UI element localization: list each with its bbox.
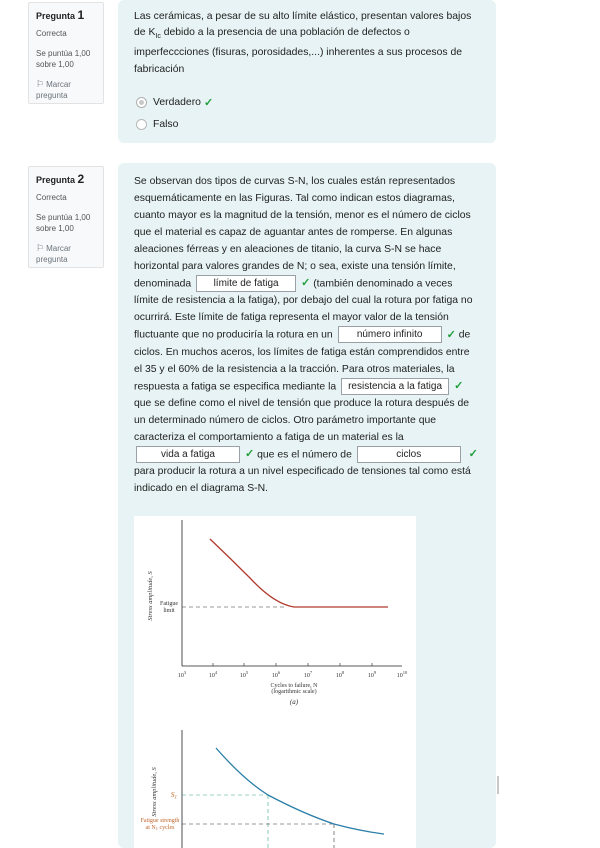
radio-verdadero[interactable] [136,97,147,108]
question-1-state: Correcta [36,29,67,38]
figure-a-curve [210,539,388,607]
tick-label: $10^7$ [303,670,313,679]
flag-icon: ⚐ [36,79,45,89]
figure-a-x-label-2: (logarithmic scale) [271,689,317,695]
fatigue-limit-label-2: limit [163,608,175,614]
fatigue-strength-label-1: Fatigue strength [140,818,180,824]
answer-options [134,92,480,136]
sn-curve-figure [134,516,416,848]
question-1-grade: Se puntúa 1,00 sobre 1,00 [36,49,91,69]
figure-b-curve [216,748,384,834]
flag-icon: ⚐ [36,243,45,253]
check-icon: ✓ [468,448,478,460]
check-icon: ✓ [245,448,255,460]
question-1-number: Pregunta 1 [36,8,85,22]
tick-label: $10^6$ [271,670,281,679]
check-icon: ✓ [203,97,214,110]
gap-input-1[interactable]: límite de fatiga [196,275,296,292]
figure-a-caption: (a) [289,698,299,706]
tick-label: $10^{10}$ [396,670,408,679]
fatigue-strength-label-2: at N1 cycles [145,825,175,831]
radio-falso[interactable] [136,119,147,130]
figure-a-ticks [213,663,372,666]
gap-input-2[interactable]: número infinito [338,326,442,343]
option-verdadero[interactable]: Verdadero ✓ [136,92,480,114]
check-icon: ✓ [301,277,311,290]
question-2-grade: Se puntúa 1,00 sobre 1,00 [36,213,91,233]
figure-b [141,730,384,848]
gap-input-4[interactable]: vida a fatiga [136,446,240,463]
question-1-text: Las cerámicas, a pesar de su alto límite elástico, presentan valores bajos de $K_{Ic}$ debido a la presencia de una población de defectos o imperfeccciones (fisuras, porosidades,...) inherentes a sus procesos de fabricación [134,11,472,75]
question-1-content [118,0,496,143]
question-2-number: Pregunta 2 [36,172,85,186]
figure-b-y-label: Stress amplitude, S [151,767,158,817]
question-2-text: Se observan dos tipos de curvas S-N, los cuales están representados esquemáticamente en las Figuras. Tal como indican estos diagramas, cuanto mayor es la magnitud de la tensión, menor es el número de ciclos que el material es capaz de aguantar antes de romperse. En algunas aleaciones férreas y en aleaciones de titanio, la curva S-N se hace horizontal para valores grandes de N; o sea, existe una tensión límite, denominada límite de fatiga ✓ (también denominado a veces límite de resistencia a la fatiga), por debajo del cual la rotura por fatiga no ocurrirá. Este límite de fatiga representa el mayor valor de la tensión fluctuante que no produciría la rotura en un número infinito ✓ de ciclos. En muchos aceros, los límites de fatiga están comprendidos entre el 35 y el 60% de la resistencia a la tracción. Para otros materiales, la respuesta a fatiga se especifica mediante la resistencia a la fatiga ✓ que se define como el nivel de tensión que produce la rotura después de un determinado número de ciclos. Otro parámetro importante que caracteriza el comportamiento a fatiga de un material es la vida a fatiga ✓ que es el número de ciclos ✓ para producir la rotura a un nivel especificado de tensiones tal como está indicado en el diagrama S-N. [134,176,478,494]
tick-label: $10^8$ [335,670,345,679]
s1-label: $S_1$ [170,790,177,801]
scrollbar[interactable] [497,776,499,794]
question-2-content [118,163,496,848]
tick-label: $10^5$ [239,670,249,679]
figure-a [147,520,408,706]
tick-label: $10^4$ [208,670,218,679]
check-icon: ✓ [454,379,464,392]
figure-a-x-label-1: Cycles to failure, N [270,683,318,689]
flag-question-1[interactable]: ⚐ Marcar pregunta [36,79,71,100]
gap-input-3[interactable]: resistencia a la fatiga [341,378,449,395]
check-icon: ✓ [446,328,456,341]
tick-label: $10^9$ [367,670,377,679]
figure-a-y-label: Stress amplitude, S [147,571,154,621]
fatigue-limit-label-1: Fatigue [160,601,178,607]
gap-input-5[interactable]: ciclos [357,446,461,463]
option-falso[interactable]: Falso [136,114,480,136]
question-2-info [28,166,104,268]
question-1-info [28,2,104,104]
flag-question-2[interactable]: ⚐ Marcar pregunta [36,243,71,264]
tick-label: $10^3$ [177,670,187,679]
question-2-state: Correcta [36,193,67,202]
